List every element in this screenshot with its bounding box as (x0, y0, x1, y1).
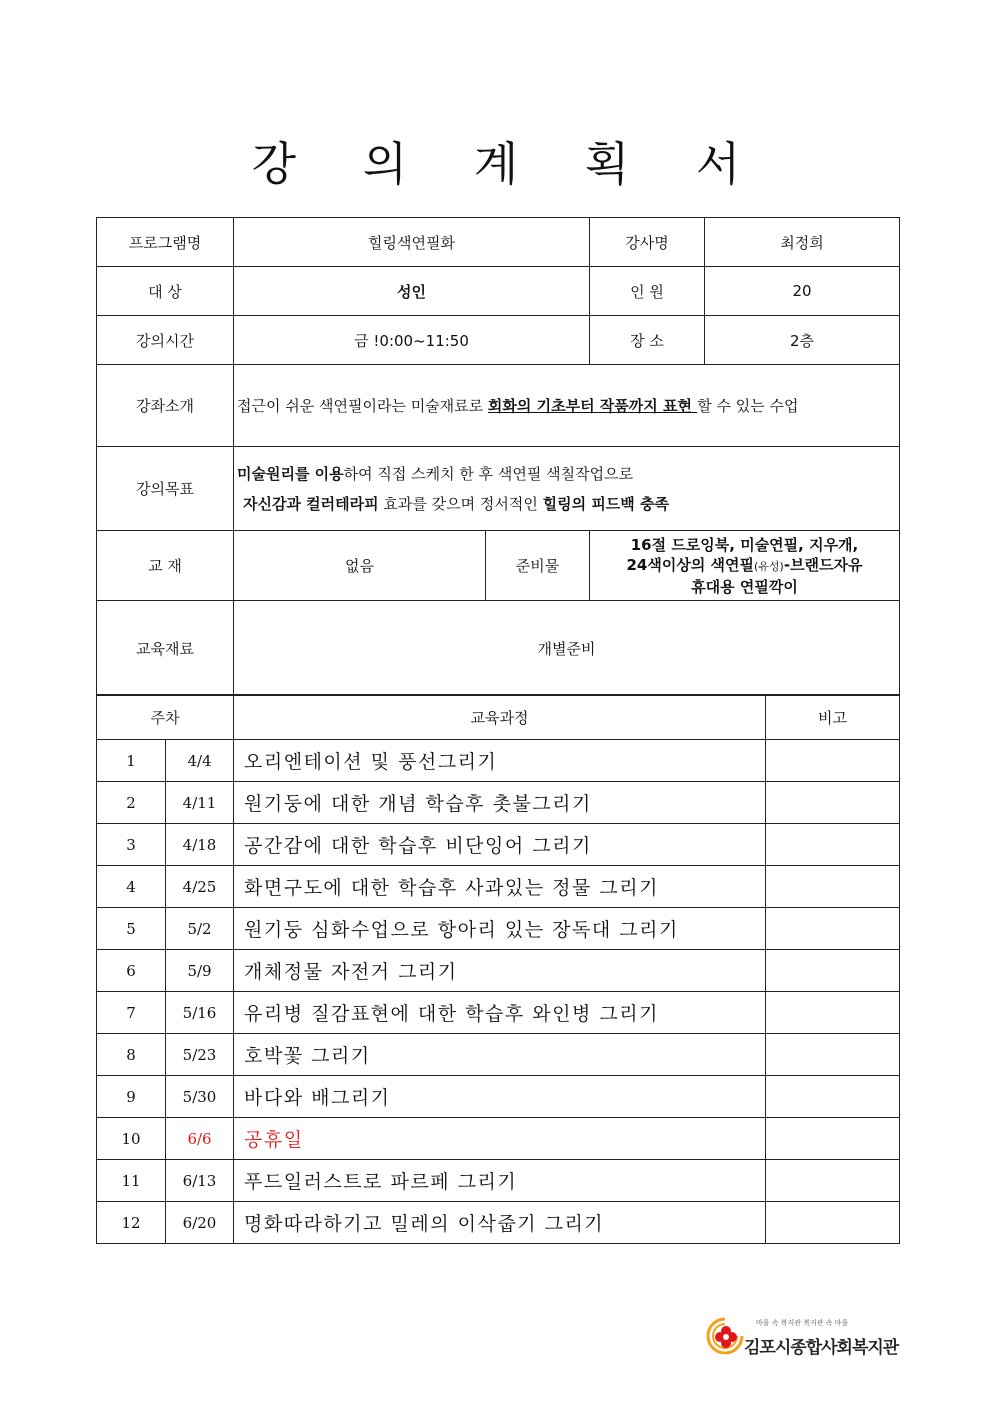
goal-line2-mid: 효과를 갖으며 정서적인 (378, 494, 543, 513)
week-date: 6/20 (166, 1202, 234, 1244)
note-cell (766, 1202, 900, 1244)
table-row (97, 1118, 900, 1160)
supplies-line-1: 16절 드로잉북, 미술연필, 지우개, (630, 535, 859, 554)
place-label: 장 소 (590, 316, 705, 365)
week-number: 2 (97, 782, 166, 824)
course-title: 원기둥 심화수업으로 항아리 있는 장독대 그리기 (234, 908, 766, 950)
note-cell (766, 740, 900, 782)
week-date: 4/25 (166, 866, 234, 908)
place-value: 2층 (705, 316, 900, 365)
page-title: 강 의 계 획 서 (251, 137, 767, 191)
flower-swirl-logo-icon (704, 1315, 746, 1357)
supplies-line-2 (590, 555, 899, 577)
course-title: 원기둥에 대한 개념 학습후 촛불그리기 (234, 782, 766, 824)
goal-line2-bold1: 자신감과 컬러테라피 (243, 494, 379, 513)
table-row (97, 866, 900, 908)
program-label: 프로그램명 (97, 218, 234, 267)
intro-emphasis: 회화의 기초부터 작품까지 표현 (487, 397, 698, 415)
week-number: 8 (97, 1034, 166, 1076)
week-number: 5 (97, 908, 166, 950)
week-number: 3 (97, 824, 166, 866)
week-number: 6 (97, 950, 166, 992)
note-cell (766, 1034, 900, 1076)
week-date: 5/16 (166, 992, 234, 1034)
target-value: 성인 (234, 267, 590, 316)
goal-line2-bold2: 힐링의 피드백 충족 (542, 494, 669, 513)
course-title: 유리병 질감표현에 대한 학습후 와인병 그리기 (234, 992, 766, 1034)
week-number: 7 (97, 992, 166, 1034)
table-row (97, 1202, 900, 1244)
supplies-line-3: 휴대용 연필깍이 (691, 577, 798, 596)
headcount-label: 인 원 (590, 267, 705, 316)
supplies-label: 준비물 (486, 531, 590, 601)
target-label: 대 상 (97, 267, 234, 316)
supplies-line2a: 24색이상의 색연필 (626, 555, 754, 574)
note-cell (766, 1160, 900, 1202)
instructor-value: 최정희 (705, 218, 900, 267)
course-title: 푸드일러스트로 파르페 그리기 (234, 1160, 766, 1202)
note-cell (766, 824, 900, 866)
table-row (97, 1076, 900, 1118)
note-cell (766, 782, 900, 824)
supplies-value (590, 531, 900, 601)
header-course: 교육과정 (234, 695, 766, 740)
note-cell (766, 950, 900, 992)
week-number: 11 (97, 1160, 166, 1202)
time-value: 금 !0:00~11:50 (234, 316, 590, 365)
week-date: 5/23 (166, 1034, 234, 1076)
material-label: 교육재료 (97, 601, 234, 696)
logo-tagline: 마을 속 복지관 복지관 속 마을 (756, 1319, 849, 1327)
table-row (97, 950, 900, 992)
textbook-label: 교 재 (97, 531, 234, 601)
textbook-value: 없음 (234, 531, 486, 601)
header-note: 비고 (766, 695, 900, 740)
note-cell (766, 992, 900, 1034)
header-week: 주차 (97, 695, 234, 740)
week-number: 1 (97, 740, 166, 782)
week-date: 5/9 (166, 950, 234, 992)
week-date: 4/11 (166, 782, 234, 824)
intro-prefix: 접근이 쉬운 색연필이라는 미술재료로 (237, 397, 488, 415)
note-cell (766, 1076, 900, 1118)
intro-text (234, 365, 900, 447)
material-value: 개별준비 (234, 601, 900, 696)
logo-name: 김포시종합사회복지관 (744, 1338, 899, 1358)
supplies-line2b: (유성) (754, 559, 784, 573)
table-row (97, 782, 900, 824)
course-title: 명화따라하기고 밀레의 이삭줍기 그리기 (234, 1202, 766, 1244)
course-title: 공간감에 대한 학습후 비단잉어 그리기 (234, 824, 766, 866)
program-value: 힐링색연필화 (234, 218, 590, 267)
week-number: 4 (97, 866, 166, 908)
info-table (96, 217, 900, 531)
week-number: 9 (97, 1076, 166, 1118)
table-row (97, 908, 900, 950)
goal-line-1 (237, 459, 899, 489)
intro-label: 강좌소개 (97, 365, 234, 447)
supplies-line2c: -브랜드자유 (783, 555, 863, 574)
week-number: 12 (97, 1202, 166, 1244)
organization-logo (704, 1311, 904, 1359)
course-title: 개체정물 자전거 그리기 (234, 950, 766, 992)
week-date: 4/18 (166, 824, 234, 866)
week-number: 10 (97, 1118, 166, 1160)
holiday-course: 공휴일 (234, 1118, 766, 1160)
course-title: 오리엔테이션 및 풍선그리기 (234, 740, 766, 782)
goal-line1-rest: 하여 직접 스케치 한 후 색연필 색칠작업으로 (343, 464, 634, 483)
time-label: 강의시간 (97, 316, 234, 365)
course-title: 호박꽃 그리기 (234, 1034, 766, 1076)
course-title: 바다와 배그리기 (234, 1076, 766, 1118)
table-row (97, 1034, 900, 1076)
note-cell (766, 866, 900, 908)
note-cell (766, 908, 900, 950)
intro-suffix: 할 수 있는 수업 (697, 397, 799, 415)
supplies-table (96, 530, 900, 696)
holiday-date: 6/6 (166, 1118, 234, 1160)
goal-text (234, 447, 900, 531)
course-title: 화면구도에 대한 학습후 사과있는 정물 그리기 (234, 866, 766, 908)
table-row (97, 740, 900, 782)
note-cell (766, 1118, 900, 1160)
table-row (97, 1160, 900, 1202)
schedule-table (96, 694, 900, 1244)
goal-label: 강의목표 (97, 447, 234, 531)
instructor-label: 강사명 (590, 218, 705, 267)
table-row (97, 824, 900, 866)
goal-line-2 (237, 489, 899, 519)
week-date: 4/4 (166, 740, 234, 782)
goal-line1-bold: 미술원리를 이용 (237, 464, 344, 483)
week-date: 5/2 (166, 908, 234, 950)
headcount-value: 20 (705, 267, 900, 316)
table-row (97, 992, 900, 1034)
week-date: 6/13 (166, 1160, 234, 1202)
week-date: 5/30 (166, 1076, 234, 1118)
